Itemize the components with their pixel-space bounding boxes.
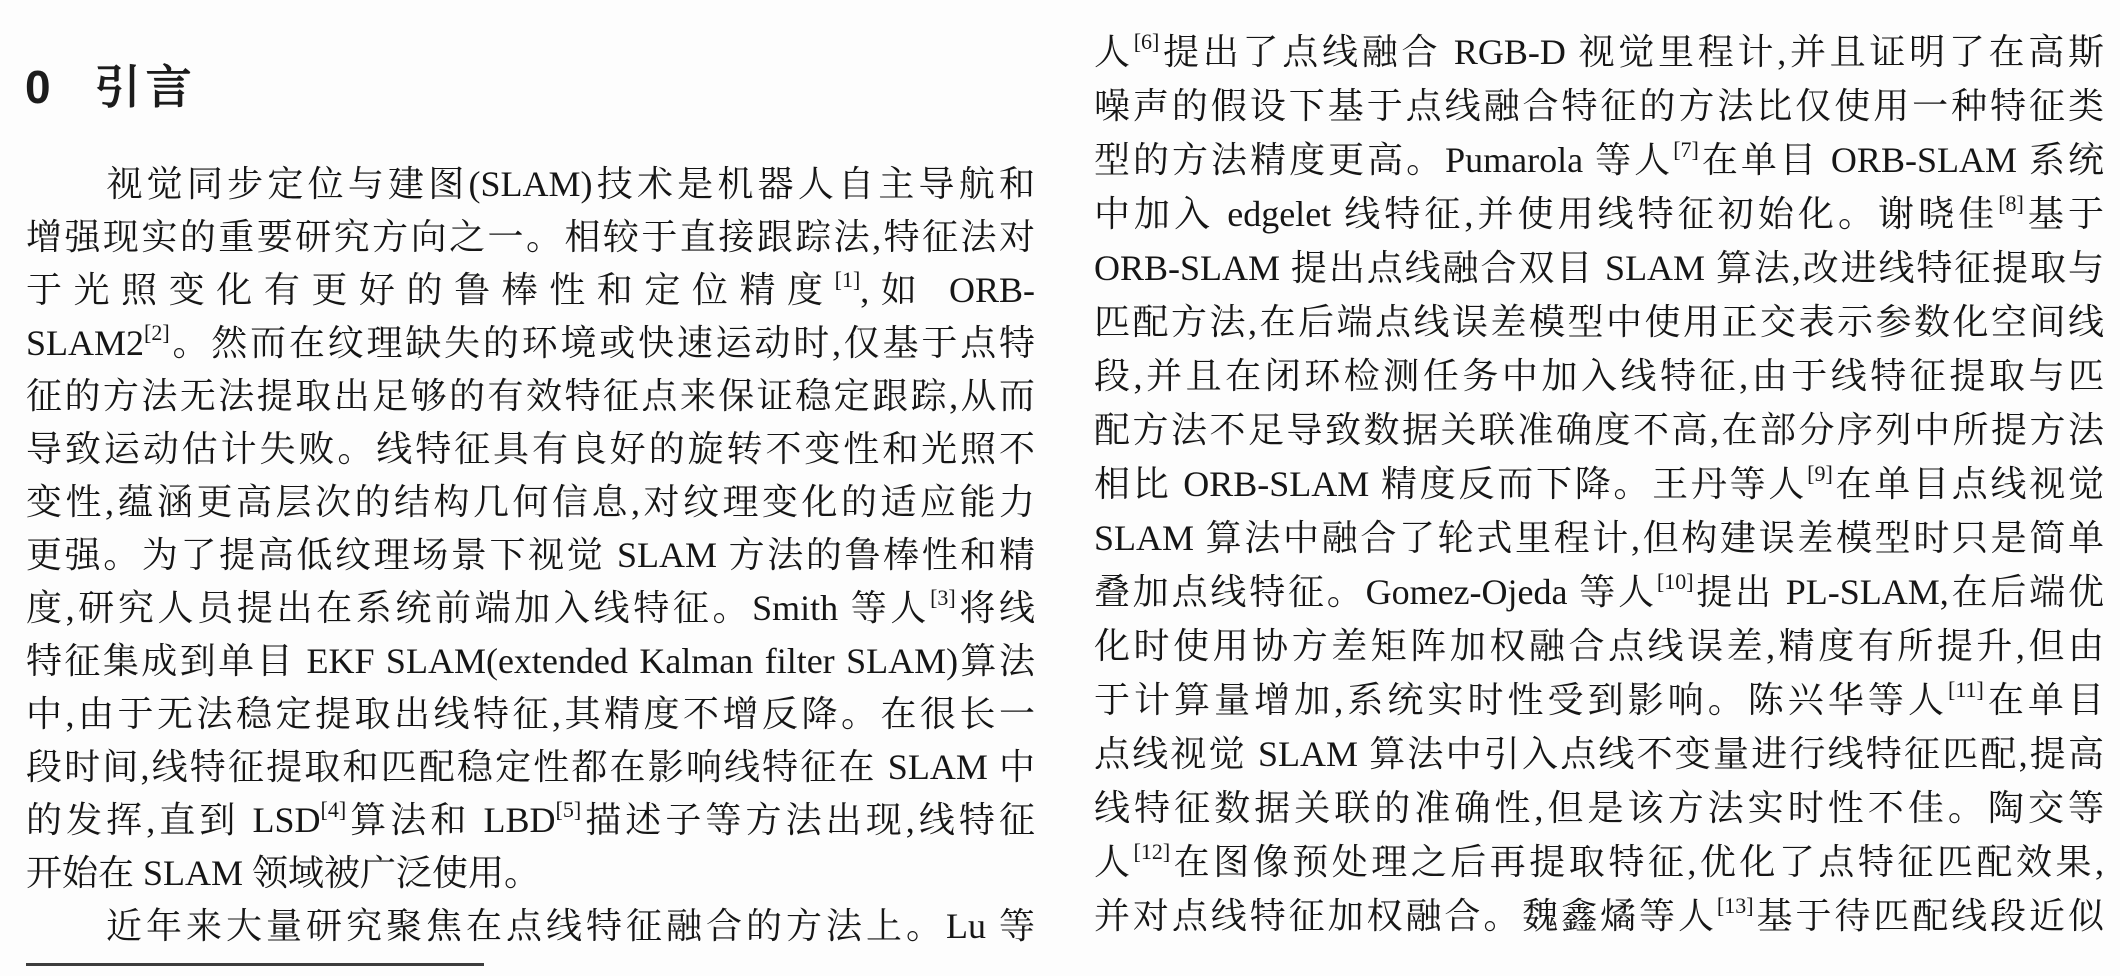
citation-marker: [4] (320, 797, 347, 822)
citation-marker: [13] (1716, 893, 1754, 918)
text-line: SLAM 算法中融合了轮式里程计,但构建误差模型时只是简单 (1094, 518, 2104, 558)
citation-marker: [6] (1133, 29, 1160, 54)
text-line: 特征集成到单目 EKF SLAM(extended Kalman filter SLAM)算法 (26, 641, 1035, 681)
text-line: 人[12]在图像预处理之后再提取特征,优化了点特征匹配效果, (1094, 839, 2104, 882)
text-line: 征的方法无法提取出足够的有效特征点来保证稳定跟踪,从而 (26, 376, 1035, 416)
text-line: 型的方法精度更高。Pumarola 等人[7]在单目 ORB-SLAM 系统 (1094, 137, 2104, 180)
text-line: 叠加点线特征。Gomez-Ojeda 等人[10]提出 PL-SLAM,在后端优 (1094, 569, 2104, 612)
text-line: SLAM2[2]。然而在纹理缺失的环境或快速运动时,仅基于点特 (26, 320, 1035, 363)
text-line: 视觉同步定位与建图(SLAM)技术是机器人自主导航和 (26, 164, 1035, 204)
citation-marker: [10] (1656, 569, 1694, 594)
text-line: 变性,蕴涵更高层次的结构几何信息,对纹理变化的适应能力 (26, 482, 1035, 522)
text-line: 导致运动估计失败。线特征具有良好的旋转不变性和光照不 (26, 429, 1035, 469)
text-line: 相比 ORB-SLAM 精度反而下降。王丹等人[9]在单目点线视觉 (1094, 461, 2104, 504)
citation-marker: [12] (1133, 839, 1171, 864)
text-line: 并对点线特征加权融合。魏鑫燏等人[13]基于待匹配线段近似 (1094, 893, 2104, 936)
text-line: ORB-SLAM 提出点线融合双目 SLAM 算法,改进线特征提取与 (1094, 248, 2104, 288)
text-line: 于光照变化有更好的鲁棒性和定位精度[1],如 ORB- (26, 267, 1035, 310)
text-line: 线特征数据关联的准确性,但是该方法实时性不佳。陶交等 (1094, 788, 2104, 828)
text-line: 匹配方法,在后端点线误差模型中使用正交表示参数化空间线 (1094, 302, 2104, 342)
citation-marker: [1] (834, 267, 861, 292)
section-heading (25, 62, 197, 114)
text-line: 更强。为了提高低纹理场景下视觉 SLAM 方法的鲁棒性和精 (26, 535, 1035, 575)
footnote-divider (26, 963, 484, 966)
right-column (1094, 25, 2104, 943)
left-column (26, 158, 1035, 953)
citation-marker: [3] (930, 585, 956, 610)
text-line: 点线视觉 SLAM 算法中引入点线不变量进行线特征匹配,提高 (1094, 734, 2104, 774)
text-line: 度,研究人员提出在系统前端加入线特征。Smith 等人[3]将线 (26, 585, 1035, 628)
text-line: 噪声的假设下基于点线融合特征的方法比仅使用一种特征类 (1094, 86, 2104, 126)
text-line: 段,并且在闭环检测任务中加入线特征,由于线特征提取与匹 (1094, 356, 2104, 396)
text-line: 于计算量增加,系统实时性受到影响。陈兴华等人[11]在单目 (1094, 677, 2104, 720)
text-line: 近年来大量研究聚焦在点线特征融合的方法上。Lu 等 (26, 906, 1035, 946)
section-number: 0 (25, 61, 51, 113)
text-line: 中加入 edgelet 线特征,并使用线特征初始化。谢晓佳[8]基于 (1094, 191, 2104, 234)
text-line: 的发挥,直到 LSD[4]算法和 LBD[5]描述子等方法出现,线特征 (26, 797, 1035, 840)
text-line: 人[6]提出了点线融合 RGB-D 视觉里程计,并且证明了在高斯 (1094, 29, 2104, 72)
citation-marker: [9] (1807, 461, 1833, 486)
citation-marker: [5] (555, 797, 582, 822)
text-line: 中,由于无法稳定提取出线特征,其精度不增反降。在很长一 (26, 694, 1035, 734)
text-line: 开始在 SLAM 领域被广泛使用。 (26, 853, 541, 893)
citation-marker: [8] (1998, 191, 2024, 216)
section-title: 引言 (94, 61, 197, 113)
text-line: 段时间,线特征提取和匹配稳定性都在影响线特征在 SLAM 中 (26, 747, 1035, 787)
citation-marker: [7] (1673, 137, 1699, 162)
text-line: 配方法不足导致数据关联准确度不高,在部分序列中所提方法 (1094, 410, 2104, 450)
citation-marker: [2] (144, 320, 170, 345)
text-line: 增强现实的重要研究方向之一。相较于直接跟踪法,特征法对 (26, 217, 1035, 257)
text-line: 化时使用协方差矩阵加权融合点线误差,精度有所提升,但由 (1094, 626, 2104, 666)
citation-marker: [11] (1948, 677, 1984, 702)
